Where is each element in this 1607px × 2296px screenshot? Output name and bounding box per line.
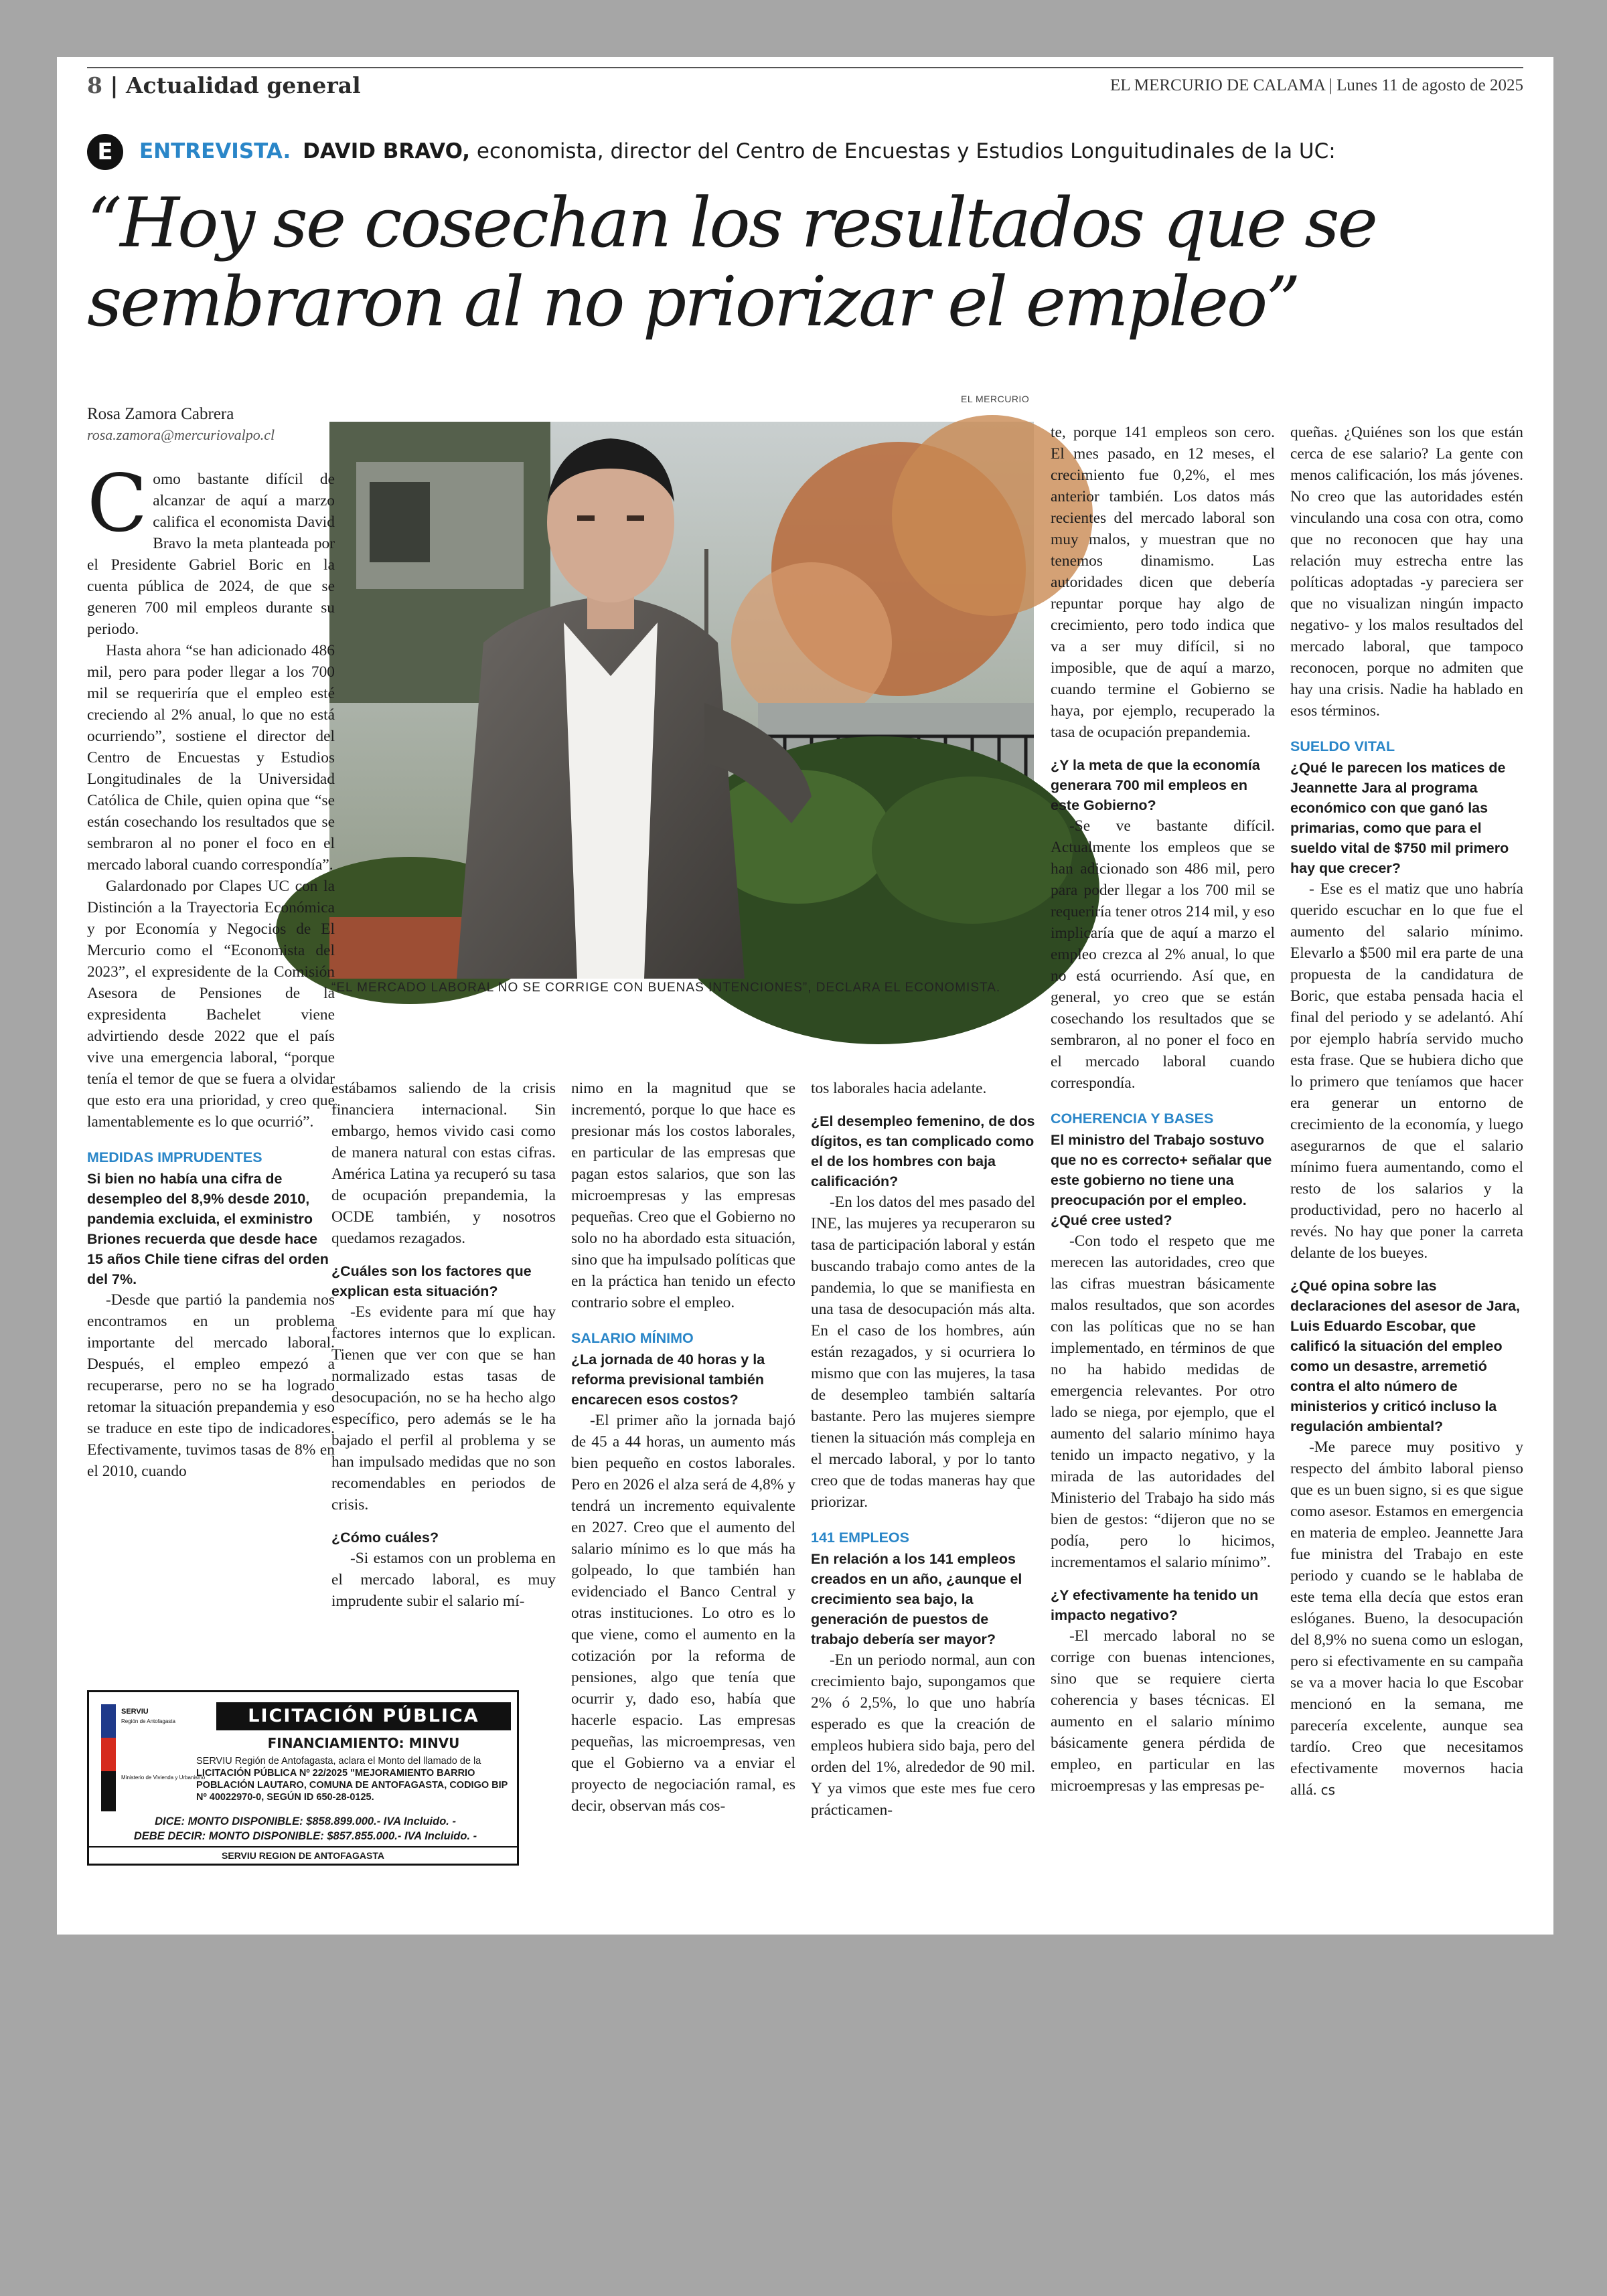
article-column-2 bbox=[331, 1078, 556, 1612]
publication-name: EL MERCURIO DE CALAMA bbox=[1109, 76, 1325, 94]
headline: “Hoy se cosechan los resultados que se sembraron al no priorizar el empleo” bbox=[87, 183, 1377, 342]
answer: -En los datos del mes pasado del INE, las mujeres ya recuperaron su tasa de participación laboral y están buscando trabajo como antes de la pandemia, lo que se manifiesta en una tasa de desocupación más alta. En el caso de los hombres, aún están rezagados, y si ocurriera lo mismo que con las mujeres, la tasa de desempleo también saltaría bastante. Pero las mujeres siempre tienen la situación más compleja en el mercado laboral, y por lo tanto creo que de todas maneras hay que priorizar. bbox=[811, 1194, 1035, 1511]
photo-caption: “EL MERCADO LABORAL NO SE CORRIGE CON BUENAS INTENCIONES”, DECLARA EL ECONOMISTA. bbox=[331, 981, 1001, 995]
answer: -El primer año la jornada bajó de 45 a 44 horas, un aumento más bien pequeño en costos laborales. Pero en 2026 el alza será de 4,8% y tendrá un incremento equivalente en 2027. Creo que el aumento del salario mínimo es lo que más ha golpeado, lo que también han evidenciado el Banco Central y otras instituciones. Lo otro es lo que viene, como el aumento en la cotización por la reforma de pensiones, algo que tenía que ocurrir y, dado eso, había que hacerle espacio. Las empresas pequeñas, las microempresas, ven que el Gobierno va a enviar el proyecto de negociación ramal, es decir, observan más cos- bbox=[571, 1412, 795, 1815]
section-label: 8 | Actualidad general bbox=[87, 72, 361, 98]
kicker-label: ENTREVISTA. bbox=[139, 139, 291, 163]
author-name: Rosa Zamora Cabrera bbox=[87, 405, 234, 423]
logo-text-3: Ministerio de Vivienda y Urbanismo bbox=[121, 1775, 206, 1781]
article-column-6 bbox=[1290, 422, 1523, 1801]
question: Si bien no había una cifra de desempleo del 8,9% desde 2010, pandemia excluida, el exministro Briones recuerda que desde hace 15 años Chile tiene cifras del orden del 7%. bbox=[87, 1171, 329, 1287]
paragraph: Galardonado por Clapes UC con la Distinción a la Trayectoria Económica y por Economía y Negocios de El Mercurio como el “Economista del 2023”, el expresidente de la Comisión Asesora de Pensiones de la expresidenta Bachelet viene advirtiendo desde 2022 que el país vive una emergencia laboral, “porque tenía el temor de que se fuera a olvidar que esto era una prioridad, y creo que lamentablemente es lo que ocurrió”. bbox=[87, 878, 335, 1131]
paragraph: estábamos saliendo de la crisis financiera internacional. Sin embargo, hemos vivido casi como de manera natural con estas cifras. América Latina ya recuperó su tasa de ocupación prepandemia, la OCDE también, y nosotros quedamos rezagados. bbox=[331, 1080, 556, 1247]
question: ¿Qué opina sobre las declaraciones del asesor de Jara, Luis Eduardo Escobar, que calificó la situación del empleo como un desastre, arremetió contra el alto número de ministerios y criticó incluso la regulación ambiental? bbox=[1290, 1278, 1521, 1434]
byline bbox=[87, 405, 335, 444]
article-column-3 bbox=[571, 1078, 795, 1817]
subheading: SALARIO MÍNIMO bbox=[571, 1330, 694, 1346]
article-column-4 bbox=[811, 1078, 1035, 1821]
public-tender-ad bbox=[87, 1690, 519, 1866]
subheading: 141 EMPLEOS bbox=[811, 1530, 909, 1546]
question: El ministro del Trabajo sostuvo que no es correcto+ señalar que este gobierno no tiene una preocupación por el empleo. ¿Qué cree usted? bbox=[1051, 1132, 1272, 1228]
logo-text-2: Región de Antofagasta bbox=[121, 1718, 175, 1724]
answer: -El mercado laboral no se corrige con buenas intenciones, sino que se requiere cierta coherencia y bases técnicas. El aumento en el salario mínimo básicamente genera pérdida de empleo, en particular en las microempresas y las empresas pe- bbox=[1051, 1627, 1275, 1795]
end-mark-icon: cs bbox=[1320, 1782, 1336, 1798]
article-column-5 bbox=[1051, 422, 1275, 1797]
question: ¿La jornada de 40 horas y la reforma previsional también encarecen esos costos? bbox=[571, 1351, 765, 1408]
paragraph: te, porque 141 empleos son cero. El mes pasado, en 12 meses, el crecimiento fue 0,2%, el mes anterior también. Los datos más recientes del mercado laboral son muy malos, y muestran que no tenemos dinamismo. Las autoridades dicen que debería repuntar porque hay algo de crecimiento, pero todo indica que va a ser muy difícil, si no imposible, que de aquí a marzo, cuando termine el Gobierno se haya, por ejemplo, recuperado la tasa de ocupación prepandemia. bbox=[1051, 424, 1275, 741]
ad-footer: SERVIU REGION DE ANTOFAGASTA bbox=[89, 1846, 517, 1864]
question: ¿Cómo cuáles? bbox=[331, 1530, 439, 1546]
running-header bbox=[87, 67, 1523, 104]
section-name: Actualidad general bbox=[125, 72, 361, 98]
ad-body-intro: SERVIU Región de Antofagasta, aclara el Monto del llamado de la bbox=[196, 1756, 481, 1767]
answer bbox=[1290, 1437, 1523, 1801]
page-number: 8 bbox=[87, 72, 102, 98]
answer: -Si estamos con un problema en el mercado laboral, es muy imprudente subir el salario mí- bbox=[331, 1550, 556, 1610]
logo-text-1: SERVIU bbox=[121, 1708, 149, 1716]
subheading: COHERENCIA Y BASES bbox=[1051, 1111, 1214, 1127]
paragraph-text: omo bastante difícil de alcanzar de aquí a marzo califica el economista David Bravo la meta planteada por el Presidente Gabriel Boric en la cuenta pública de 2024, de que se generen 700 mil empleos durante su periodo. bbox=[87, 471, 335, 638]
kicker bbox=[87, 134, 1523, 174]
drop-cap: C bbox=[87, 457, 148, 550]
subheading: SUELDO VITAL bbox=[1290, 738, 1395, 754]
answer: -En un periodo normal, aun con crecimiento bajo, supongamos que 2% ó 2,5%, lo que uno habría esperado es que la creación de empleos hubiera sido baja, pero del orden del 1%, alrededor de 90 mil. Y ya vimos que este mes fue cero prácticamen- bbox=[811, 1651, 1035, 1819]
paragraph: Hasta ahora “se han adicionado 486 mil, pero para poder llegar a los 700 mil se requeriría que el empleo esté creciendo al 2% anual, lo que no está ocurriendo”, sostiene el director del Centro de Encuestas y Estudios Longitudinales de la Universidad Católica de Chile, quien opina que “se están cosechando los resultados que se sembraron al no poner el foco en el mercado laboral cuando correspondía”. bbox=[87, 642, 335, 874]
interviewee-role: economista, director del Centro de Encuestas y Estudios Longuitudinales de la UC: bbox=[476, 139, 1336, 163]
ad-title: LICITACIÓN PÚBLICA bbox=[216, 1702, 511, 1730]
article-column-1 bbox=[87, 457, 335, 1482]
ad-financing: FINANCIAMIENTO: MINVU bbox=[267, 1735, 460, 1751]
answer: -Es evidente para mí que hay factores internos que lo explican. Tienen que ver con que se han normalizado estas tasas de desocupación, no se ha hecho algo específico, pero además se le ha bajado el perfil al problema y se han impulsado medidas que no son recomendables en periodos de crisis. bbox=[331, 1303, 556, 1513]
section-badge-icon: E bbox=[87, 134, 123, 170]
question: ¿Y la meta de que la economía generara 700 mil empleos en este Gobierno? bbox=[1051, 757, 1260, 813]
government-seal-icon bbox=[101, 1704, 206, 1818]
author-email: rosa.zamora@mercuriovalpo.cl bbox=[87, 426, 275, 443]
question: En relación a los 141 empleos creados en un año, ¿aunque el crecimiento sea bajo, la generación de puestos de trabajo debería ser mayor? bbox=[811, 1551, 1022, 1647]
ad-body-bold: LICITACIÓN PÚBLICA Nº 22/2025 "MEJORAMIENTO BARRIO POBLACIÓN LAUTARO, COMUNA DE ANTOFAGASTA, CODIGO BIP Nº 40022970-0, SEGÚN ID 650-28-0125. bbox=[196, 1768, 508, 1803]
ad-amount-new: DEBE DECIR: MONTO DISPONIBLE: $857.855.000.- IVA Incluido. - bbox=[133, 1830, 477, 1842]
question: ¿El desempleo femenino, de dos dígitos, es tan complicado como el de los hombres con baja calificación? bbox=[811, 1113, 1035, 1190]
kicker-text bbox=[139, 139, 1336, 163]
newspaper-page bbox=[57, 57, 1553, 1935]
answer: - Ese es el matiz que uno habría querido escuchar en lo que fue el aumento del salario mínimo. Elevarlo a $500 mil era parte de una propuesta de la candidatura de Boric, que estaba pensada hacia el final del periodo y se adelantó. Ahí por ejemplo habría servido mucho esta frase. Que se hubiera dicho que lo primero que teníamos que hacer era generar un entorno de crecimiento de la economía, y luego asegurarnos de que el salario mínimo fuera aumentando, como el resto de los salarios y la productividad, pero no hacerlo al revés. No hay que poner la carreta delante de los bueyes. bbox=[1290, 880, 1523, 1262]
subheading: MEDIDAS IMPRUDENTES bbox=[87, 1149, 262, 1165]
question: ¿Y efectivamente ha tenido un impacto negativo? bbox=[1051, 1587, 1259, 1623]
question: ¿Cuáles son los factores que explican esta situación? bbox=[331, 1263, 532, 1299]
interviewee-photo bbox=[329, 422, 1034, 979]
answer: -Con todo el respeto que me merecen las autoridades, creo que las cifras muestran básicamente malos resultados, que son acordes con las políticas que no se han implementado, en términos de que no ha habido medidas de emergencia relevantes. Por otro lado se niega, por ejemplo, que el aumento del salario mínimo haya tenido un impacto negativo, y la mirada de las autoridades del Ministerio del Trabajo ha sido más bien de gestos: “dijeron que no se podía, pero lo hicimos, incrementamos el salario mínimo”. bbox=[1051, 1232, 1275, 1571]
paragraph: tos laborales hacia adelante. bbox=[811, 1080, 987, 1097]
ad-amount-old: DICE: MONTO DISPONIBLE: $858.899.000.- IVA Incluido. - bbox=[155, 1815, 456, 1827]
serviu-logo bbox=[101, 1704, 206, 1818]
question: ¿Qué le parecen los matices de Jeannette Jara al programa económico con que ganó las primarias, como que para el sueldo vital de $750 mil primero hay que crecer? bbox=[1290, 760, 1509, 876]
publication-date: Lunes 11 de agosto de 2025 bbox=[1336, 76, 1523, 94]
answer: -Desde que partió la pandemia nos encontramos en un problema importante del mercado laboral. Después, el empleo empezó a recuperarse, pero no se ha logrado retomar la situación prepandemia y eso se traduce en este tipo de indicadores. Efectivamente, tuvimos tasas de 8% en el 2010, cuando bbox=[87, 1291, 335, 1480]
ad-body bbox=[196, 1755, 511, 1803]
paragraph: queñas. ¿Quiénes son los que están cerca de ese salario? La gente con menos calificación, los más jóvenes. No creo que las autoridades estén vinculando una cosa con otra, como que no reconocen que hay una relación muy estrecha entre las políticas adoptadas -y pareciera ser que no visualizan ningún impacto negativo- y los malos resultados del mercado laboral, que tampoco reconocen, porque no admiten que hay una crisis. Nadie ha hablado en esos términos. bbox=[1290, 424, 1523, 720]
paragraph bbox=[87, 457, 335, 640]
paragraph: nimo en la magnitud que se incrementó, porque lo que hace es presionar más los costos laborales, en particular de las empresas que pagan estos salarios, que son las microempresas y las empresas pequeñas. Creo que el Gobierno no solo no ha abordado esta situación, sino que ha impulsado políticas que en la práctica han tenido un efecto contrario sobre el empleo. bbox=[571, 1080, 795, 1311]
answer-text: -Me parece muy positivo y respecto del ámbito laboral pienso que es un buen signo, si es que sigue como asesor. Estamos en emergencia en materia de empleo. Jeannette Jara fue ministra del Trabajo en este periodo y cuando se le hablaba de este tema ella decía que estos eran eslóganes. Bueno, la desocupación del 8,9% no suena como un eslogan, pero si efectivamente en su campaña se va a mover hacia lo que Escobar mencionó en la semana, me parecería excelente, aunque sea tardío. Creo que necesitamos efectivamente movernos hacia allá. bbox=[1290, 1439, 1523, 1799]
publication-line: EL MERCURIO DE CALAMA | Lunes 11 de agosto de 2025 bbox=[1109, 76, 1523, 94]
interviewee-name: DAVID BRAVO, bbox=[303, 139, 471, 163]
portrait-illustration bbox=[329, 422, 1034, 979]
answer: -Se ve bastante difícil. Actualmente los empleos que se han adicionado son 486 mil, pero para poder llegar a los 700 mil se requeriría tener otros 214 mil, y eso implicaría que de aquí a marzo el empleo crezca al 2% anual, lo que no está ocurriendo. Así que, en general, yo creo que se están cosechando los resultados que se sembraron, al no poner el foco en el mercado laboral cuando correspondía. bbox=[1051, 817, 1275, 1092]
photo-credit: EL MERCURIO bbox=[961, 394, 1030, 404]
